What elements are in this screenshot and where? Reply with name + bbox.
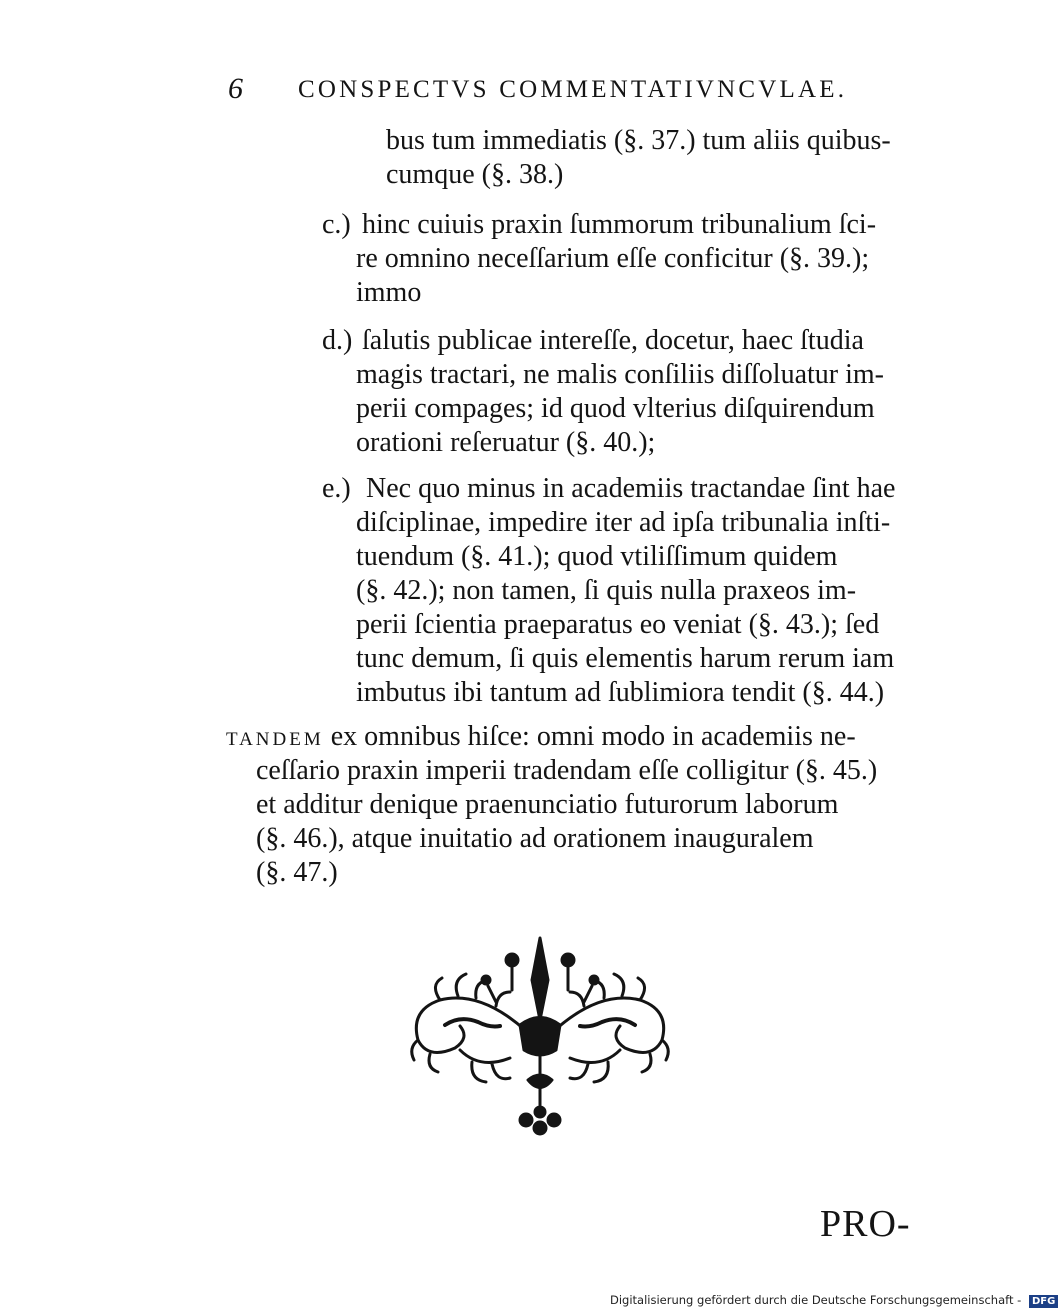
page-number: 6 bbox=[228, 72, 243, 105]
running-title: CONSPECTVS COMMENTATIVNCVLAE. bbox=[298, 76, 848, 103]
item-e-line: diſciplinae, impedire iter ad ipſa tribunalia inſti- bbox=[356, 507, 891, 538]
item-e-line: tunc demum, ſi quis elementis harum rerum iam bbox=[356, 643, 895, 674]
item-c-line: re omnino neceſſarium eſſe conficitur (§. 39.); bbox=[356, 243, 870, 274]
continuation-line: cumque (§. 38.) bbox=[386, 159, 564, 190]
item-label-c: c.) bbox=[322, 209, 351, 240]
closing-line: ceſſario praxin imperii tradendam eſſe colligitur (§. 45.) bbox=[256, 755, 878, 786]
item-e-line: Nec quo minus in academiis tractandae ſint hae bbox=[366, 473, 896, 504]
floral-acanthus-tailpiece-icon bbox=[400, 930, 680, 1160]
dfg-logo: DFG bbox=[1029, 1295, 1058, 1308]
item-label-d: d.) bbox=[322, 325, 353, 356]
footer-text: Digitalisierung gefördert durch die Deutsche Forschungsgemeinschaft - bbox=[610, 1293, 1022, 1307]
item-e-line: perii ſcientia praeparatus eo veniat (§. 43.); ſed bbox=[356, 609, 880, 640]
item-c-line: hinc cuiuis praxin ſummorum tribunalium ſci- bbox=[362, 209, 877, 240]
closing-lead-word: TANDEM bbox=[226, 729, 324, 750]
item-e-line: imbutus ibi tantum ad ſublimiora tendit (§. 44.) bbox=[356, 677, 885, 708]
item-d-line: perii compages; id quod vlterius diſquirendum bbox=[356, 393, 875, 424]
continuation-line: bus tum immediatis (§. 37.) tum aliis quibus- bbox=[386, 125, 891, 156]
catchword: PRO- bbox=[820, 1203, 911, 1245]
closing-first-line-text: ex omnibus hiſce: omni modo in academiis ne- bbox=[330, 721, 856, 752]
closing-line: et additur denique praenunciatio futurorum laborum bbox=[256, 789, 839, 820]
closing-line: (§. 46.), atque inuitatio ad orationem inauguralem bbox=[256, 823, 814, 854]
item-label-e: e.) bbox=[322, 473, 351, 504]
digitization-footer bbox=[610, 1293, 1058, 1308]
closing-first-line bbox=[226, 720, 856, 757]
item-c-line: immo bbox=[356, 277, 422, 308]
item-d-line: magis tractari, ne malis conſiliis diſſoluatur im- bbox=[356, 359, 884, 390]
closing-line: (§. 47.) bbox=[256, 857, 338, 888]
item-d-line: orationi reſeruatur (§. 40.); bbox=[356, 427, 656, 458]
item-e-line: tuendum (§. 41.); quod vtiliſſimum quidem bbox=[356, 541, 838, 572]
page-header bbox=[228, 72, 868, 112]
item-e-line: (§. 42.); non tamen, ſi quis nulla praxeos im- bbox=[356, 575, 857, 606]
item-d-line: ſalutis publicae intereſſe, docetur, haec ſtudia bbox=[362, 325, 864, 356]
